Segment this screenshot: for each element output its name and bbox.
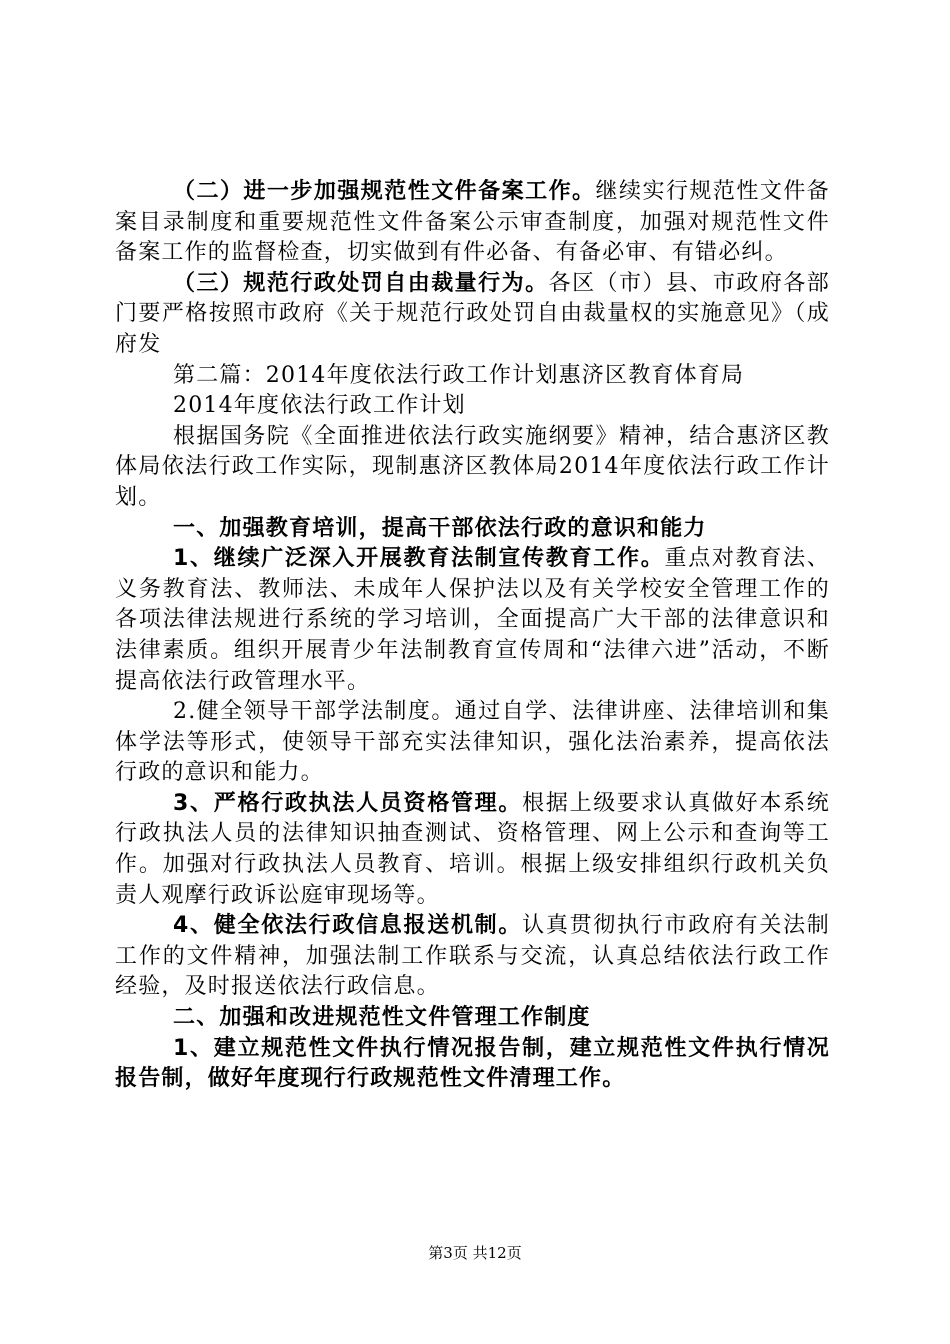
paragraph-text: 继续实行规范性文件备案目录制度和重要规范性文件备案公示审查制度，加强对规范性文件备案工作的监督检查，切实做到有件必备、有备必审、有错必纠。 xyxy=(115,179,830,266)
paragraph-item-1 xyxy=(0,544,950,697)
document-body xyxy=(0,177,950,1095)
heading-two: 二、加强和改进规范性文件管理工作制度 xyxy=(173,1005,591,1031)
paragraph-item-2: 2.健全领导干部学法制度。通过自学、法律讲座、法律培训和集体学法等形式，使领导干部充实法律知识，强化法治素养，提高依法行政的意识和能力。 xyxy=(115,699,830,786)
section-title: 第二篇：2014年度依法行政工作计划惠济区教育体育局 xyxy=(173,362,745,388)
paragraph-text: 认真贯彻执行市政府有关法制工作的文件精神，加强法制工作联系与交流，认真总结依法行政工作经验，及时报送依法行政信息。 xyxy=(115,913,830,1000)
paragraph-intro: 根据国务院《全面推进依法行政实施纲要》精神，结合惠济区教体局依法行政工作实际，现制惠济区教体局2014年度依法行政工作计划。 xyxy=(115,423,830,510)
paragraph-lead: （二）进一步加强规范性文件备案工作。 xyxy=(173,179,596,204)
paragraph-lead: 4、健全依法行政信息报送机制。 xyxy=(173,913,523,939)
paragraph-text: 重点对教育法、义务教育法、教师法、未成年人保护法以及有关学校安全管理工作的各项法律法规进行系统的学习培训，全面提高广大干部的法律意识和法律素质。组织开展青少年法制教育宣传周和“法律六进”活动，不断提高依法行政管理水平。 xyxy=(115,546,830,694)
paragraph-item-5: 1、建立规范性文件执行情况报告制，建立规范性文件执行情况报告制，做好年度现行行政规范性文件清理工作。 xyxy=(115,1035,830,1092)
paragraph-item-3 xyxy=(0,789,950,911)
page-number-footer: 第3页 共12页 xyxy=(428,1244,522,1262)
paragraph-lead: 1、继续广泛深入开展教育法制宣传教育工作。 xyxy=(173,546,665,572)
paragraph-lead: （三）规范行政处罚自由裁量行为。 xyxy=(173,270,549,296)
paragraph-penalty xyxy=(0,269,950,361)
paragraph-text: 各区（市）县、市政府各部门要严格按照市政府《关于规范行政处罚自由裁量权的实施意见》（成府发 xyxy=(115,270,831,357)
heading-one: 一、加强教育培训，提高干部依法行政的意识和能力 xyxy=(173,515,707,541)
paragraph-filing xyxy=(0,177,950,269)
paragraph-text: 根据上级要求认真做好本系统行政执法人员的法律知识抽查测试、资格管理、网上公示和查询等工作。加强对行政执法人员教育、培训。根据上级安排组织行政机关负责人观摩行政诉讼庭审现场等。 xyxy=(115,790,830,908)
paragraph-item-4 xyxy=(0,911,950,1003)
plan-title: 2014年度依法行政工作计划 xyxy=(173,393,466,419)
paragraph-lead: 3、严格行政执法人员资格管理。 xyxy=(173,790,523,816)
